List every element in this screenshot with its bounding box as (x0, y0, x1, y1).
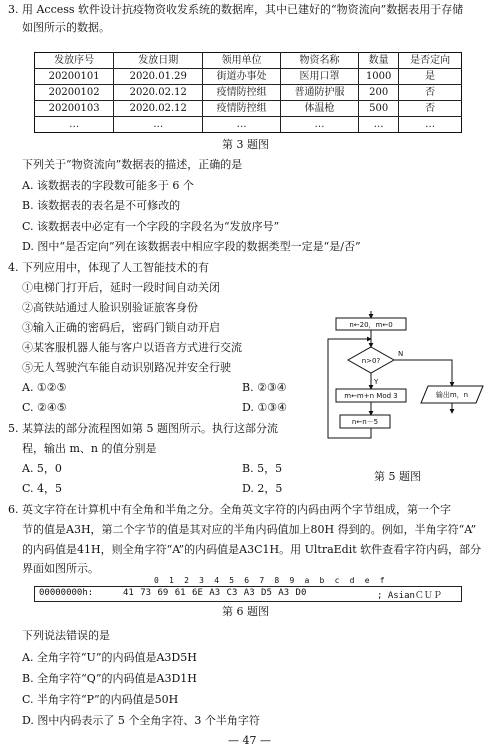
table-cell: 20200102 (35, 85, 114, 101)
q4-option-c[interactable]: C. ②④⑤ (22, 401, 67, 414)
q3-option-b[interactable]: B. 该数据表的表名是不可修改的 (22, 199, 181, 212)
q3-figure-caption: 第 3 题图 (222, 138, 269, 151)
q3-option-c[interactable]: C. 该数据表中必定有一个字段的字段名为“发放序号” (22, 220, 280, 233)
q5-figure-caption: 第 5 题图 (374, 470, 421, 483)
q4-option-d[interactable]: D. ①③④ (242, 401, 288, 414)
hex-characters: ; AsianＣＵＰ (377, 591, 442, 601)
flow-no-arrow (394, 360, 452, 386)
table-row (35, 85, 462, 101)
table-cell: 200 (358, 85, 398, 101)
table-row (35, 117, 462, 133)
q6-figure-caption: 第 6 题图 (222, 605, 269, 618)
table-header-cell: 发放序号 (35, 53, 114, 69)
table-cell: 20200101 (35, 69, 114, 85)
table-header-cell: 发放日期 (114, 53, 203, 69)
q6-question: 下列说法错误的是 (22, 629, 110, 642)
q6-option-b[interactable]: B. 全角字符“Q”的内码值是A3D1H (22, 672, 197, 685)
table-header-cell: 是否定向 (399, 53, 462, 69)
q4-item-3: ③输入正确的密码后，密码门锁自动开启 (22, 321, 220, 334)
table-cell: 医用口罩 (281, 69, 359, 85)
table-cell: 20200103 (35, 101, 114, 117)
table-cell: … (35, 117, 114, 133)
table-cell: 疫情防控组 (203, 85, 281, 101)
q5-flowchart (326, 311, 486, 457)
table-cell: … (203, 117, 281, 133)
q6-paragraph-line1: 6. 英文字符在计算机中有全角和半角之分。全角英文字符的内码由两个字节组成，第一个字 (8, 503, 451, 516)
hex-bytes: 41 73 69 61 6E A3 C3 A3 D5 A3 D0 (123, 588, 307, 598)
q3-option-d[interactable]: D. 图中“是否定向”列在该数据表中相应字段的数据类型一定是“是/否” (22, 240, 361, 253)
flow-yes-label: Y (374, 378, 379, 386)
q4-item-4: ④某客服机器人能与客户以语音方式进行交流 (22, 341, 242, 354)
flow-update-n-text: n←n－5 (351, 418, 379, 426)
q4-item-5: ⑤无人驾驶汽车能自动识别路况并安全行驶 (22, 361, 231, 374)
q6-hex-view (34, 576, 462, 602)
q6-option-a[interactable]: A. 全角字符“U”的内码值是A3D5H (22, 651, 197, 664)
q6-paragraph-line2: 节的值是A3H，第二个字节的值是其对应的半角内码值加上80H 得到的。例如，半角字符“A” (22, 523, 477, 536)
q5-option-c[interactable]: C. 4，5 (22, 482, 63, 495)
table-header-row (35, 53, 462, 69)
table-header-cell: 数量 (358, 53, 398, 69)
q5-option-d[interactable]: D. 2，5 (242, 482, 283, 495)
q6-option-d[interactable]: D. 图中内码表示了 5 个全角字符、3 个半角字符 (22, 714, 260, 727)
q3-data-table (34, 52, 462, 133)
table-cell: 2020.01.29 (114, 69, 203, 85)
table-cell: … (114, 117, 203, 133)
table-row (35, 101, 462, 117)
q3-stem-line2: 如图所示的数据。 (22, 21, 110, 34)
q6-paragraph-line4: 界面如图所示。 (22, 562, 99, 575)
table-header-cell: 领用单位 (203, 53, 281, 69)
q4-item-2: ②高铁站通过人脸识别验证旅客身份 (22, 301, 198, 314)
table-cell: 1000 (358, 69, 398, 85)
table-cell: … (358, 117, 398, 133)
flow-no-label: N (398, 350, 404, 358)
q4-option-b[interactable]: B. ②③④ (242, 381, 287, 394)
q5-stem-line1: 5. 某算法的部分流程图如第 5 题图所示。执行这部分流 (8, 422, 278, 435)
q4-option-a[interactable]: A. ①②⑤ (22, 381, 67, 394)
hex-address: 00000000h: (39, 588, 94, 598)
table-cell: 500 (358, 101, 398, 117)
q4-stem: 4. 下列应用中，体现了人工智能技术的有 (8, 261, 209, 274)
flow-init-text: n←20，m←0 (349, 321, 393, 329)
q3-question: 下列关于“物资流向”数据表的描述，正确的是 (22, 158, 243, 171)
page-number: — 47 — (228, 734, 271, 747)
flow-update-m-text: m←m+n Mod 3 (344, 392, 398, 400)
table-cell: 体温枪 (281, 101, 359, 117)
hex-data-row (34, 586, 462, 602)
table-cell: 疫情防控组 (203, 101, 281, 117)
flow-output-text: 输出m，n (435, 391, 469, 399)
q3-stem-line1: 3. 用 Access 软件设计抗疫物资收发系统的数据库，其中已建好的“物资流向”数据表用于存储 (8, 3, 464, 16)
q6-paragraph-line3: 的内码值是41H，则全角字符“A”的内码值是A3C1H。用 UltraEdit 软件查看字符内码，部分 (22, 543, 482, 556)
table-cell: … (281, 117, 359, 133)
table-cell: 是 (399, 69, 462, 85)
table-cell: 街道办事处 (203, 69, 281, 85)
hex-column-header: 0 1 2 3 4 5 6 7 8 9 a b c d e f (154, 576, 385, 585)
table-cell: 否 (399, 85, 462, 101)
table-header-cell: 物资名称 (281, 53, 359, 69)
q5-option-a[interactable]: A. 5，0 (22, 462, 62, 475)
q5-option-b[interactable]: B. 5，5 (242, 462, 283, 475)
flow-cond-text: n>0? (361, 357, 381, 365)
q6-option-c[interactable]: C. 半角字符“P”的内码值是50H (22, 693, 179, 706)
q3-option-a[interactable]: A. 该数据表的字段数可能多于 6 个 (22, 179, 194, 192)
table-cell: … (399, 117, 462, 133)
table-cell: 否 (399, 101, 462, 117)
table-row (35, 69, 462, 85)
q5-stem-line2: 程，输出 m、n 的值分别是 (22, 442, 157, 455)
table-cell: 2020.02.12 (114, 85, 203, 101)
table-cell: 2020.02.12 (114, 101, 203, 117)
table-cell: 普通防护服 (281, 85, 359, 101)
q4-item-1: ①电梯门打开后，延时一段时间自动关闭 (22, 281, 220, 294)
